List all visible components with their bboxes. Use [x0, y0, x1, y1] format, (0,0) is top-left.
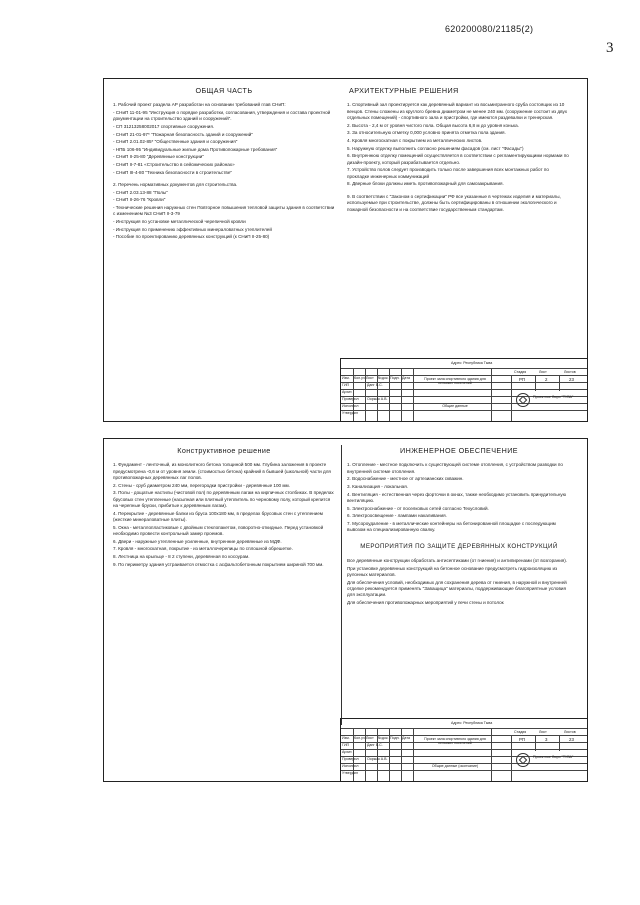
title-block-rule	[559, 375, 560, 391]
title-block-role: Проверил	[342, 397, 359, 401]
paragraph: 2. Перечень нормативных документов для строительства.	[113, 182, 238, 188]
title-block-stage-label: Лист	[539, 730, 547, 734]
wood-protection-title: МЕРОПРИЯТИЯ ПО ЗАЩИТЕ ДЕРЕВЯННЫХ КОНСТРУКЦИЙ	[360, 542, 558, 550]
title-block-stage-label: Стадия	[514, 730, 527, 734]
paragraph: - СП 31213258002017 спортивные сооружения.	[113, 124, 215, 129]
structural-section-title: Конструктивное решение	[177, 446, 271, 455]
title-block-col-label: Кол.уч	[354, 376, 365, 380]
title-block-sheet: 2	[545, 377, 548, 382]
title-block-stage-label: Лист	[539, 370, 547, 374]
title-block-role: Исполнил	[342, 764, 359, 768]
paragraph: 2. Водоснабжение - местное от артезианских скважин.	[347, 476, 464, 482]
paragraph: - СНиП 2.03.13-88 "Полы"	[113, 189, 168, 195]
title-block-role: Утвердил	[342, 411, 358, 415]
architecture-section-title: АРХИТЕКТУРНЫЕ РЕШЕНИЯ	[349, 86, 459, 95]
paragraph: 5. Наружную отделку выполнить согласно решениям фасадов (см. лист "Фасады")	[347, 145, 524, 151]
title-block-role: ГИП	[342, 383, 350, 387]
paragraph: 4. Вентиляция - естественная через форточки в окнах, также необходимо установить принудительную вентиляцию.	[347, 491, 567, 503]
title-block-col-label: Лист	[366, 376, 374, 380]
paragraph: 6. Двери - наружные утепленные усиленные, внутренние деревянные из МДФ.	[113, 538, 282, 544]
title-block-col-label: №док.	[378, 736, 389, 740]
engineering-section	[347, 445, 569, 608]
paragraph: 7. Кровля - многоскатная, покрытие - из металлочерепицы по сплошной обрешетке.	[113, 546, 293, 552]
paragraph: - Инструкция по применению эффективных минераловатных утеплителей	[113, 226, 272, 232]
paragraph: - СНиП 21-01-97* "Пожарная безопасность зданий и сооружений"	[113, 131, 253, 137]
column-divider	[341, 445, 342, 725]
paragraph: - СНиП II-7-81 «Строительство в сейсмических районах»	[113, 161, 235, 167]
title-block-sheet-name: Общие данные	[442, 404, 468, 408]
title-block-object: Проект зала спортивного здания для сельских поселений	[424, 737, 486, 746]
title-block-rule	[535, 735, 536, 751]
paragraph: Все деревянные конструкции обработать антисептиками (от гниения) и антипиренами (от возгорания).	[347, 558, 568, 563]
title-block-sheet: 3	[545, 737, 548, 742]
title-block-rule	[413, 368, 414, 421]
paragraph: - Инструкция по установке металлической черепичной кровли	[113, 218, 246, 224]
paragraph: - СНиП 11-01-95 "Инструкция о порядке разработки, согласования, утверждения и состава проектной документации на строительство зданий и сооружений".	[113, 110, 331, 122]
structural-section-body	[113, 462, 335, 568]
engineering-section-title: ИНЖЕНЕРНОЕ ОБЕСПЕЧЕНИЕ	[400, 446, 518, 455]
title-block-sheet-name: Общие данные (окончание)	[431, 764, 479, 768]
architecture-section-body	[347, 102, 569, 213]
title-block-sheets: 23	[569, 737, 574, 742]
title-block-name: Данг Б.С.	[367, 383, 383, 387]
paragraph: 4. Кровля многоскатная с покрытием из металлических листов.	[347, 138, 483, 143]
title-block-name: Данг Б.С.	[367, 743, 383, 747]
title-block-col-label: Изм.	[342, 376, 350, 380]
title-block-org: Проектное бюро "ТУВА"	[533, 395, 574, 399]
title-block	[340, 358, 587, 421]
paragraph: 5. Электроснабжение - от поселковых сетей согласно Техусловий.	[347, 505, 489, 511]
paragraph: 6. Внутреннюю отделку помещений осуществляется в соответствии с регламентирующими нормами по дизайн-проекту, который разрабатывается отдельно.	[347, 153, 569, 165]
paragraph: 1. Отопление - местное подключить к существующей системе отопления, с устройством разводки по внутренней системе отопления.	[347, 462, 563, 474]
title-block-company: Адрес: Республика Тыва	[451, 721, 493, 725]
paragraph: - Пособие по проектированию деревянных конструкций (к СНиП II-25-80)	[113, 234, 270, 240]
document-number: 620200080/21185(2)	[445, 24, 534, 34]
title-block-sheets: 23	[569, 377, 574, 382]
title-block-name: Ооржак А.В.	[367, 757, 388, 761]
paragraph: - НПБ 106-95 "Индивидуальные жилые дома Противопожарные требования"	[113, 146, 278, 152]
paragraph: 1. Фундамент - ленточный, из монолитного бетона толщиной 500 мм. Глубина заложения в проекте предусмотрена -0,6 м от уровня земли. (стоимостью бетона) крайний в бывшей (школьной) части для противопожарных деревянных лаг полов.	[113, 462, 331, 481]
paragraph: - СНиП II-26-76 "Кровли"	[113, 197, 166, 203]
paragraph: 6. Электроосвещение - лампами накаливания.	[347, 513, 447, 519]
structural-section	[113, 445, 335, 569]
general-section-body	[113, 102, 335, 240]
title-block-role: Архит.	[342, 390, 353, 394]
title-block-rule	[511, 375, 512, 421]
title-block-object: Проект зала спортивного здания для сельских поселений	[424, 377, 486, 386]
general-section	[113, 85, 335, 242]
title-block-role: Архит.	[342, 750, 353, 754]
paragraph: 2. Высота - 2,4 м от уровня чистого пола. Общая высота 6,8 м до уровня конька.	[347, 122, 519, 128]
company-logo-icon	[516, 753, 530, 767]
company-logo-icon	[516, 393, 530, 407]
paragraph: - Технические решения наружных стен Повторное повышения тепловой защиты здания в соответствии с изменением №3 СНиП II-3-79	[113, 204, 335, 217]
paragraph: 1. Рабочий проект раздела АР разработан на основании требований глав СНиП:	[113, 102, 286, 108]
paragraph: 8. Дверные блоки должны иметь противопожарный для самозакрывания.	[347, 181, 504, 187]
title-block-role: ГИП	[342, 743, 350, 747]
architecture-section	[347, 85, 569, 214]
title-block-col-label: Лист	[366, 736, 374, 740]
paragraph: 9. В соответствии с "Законом о сертификации" РФ все указанные в чертежах изделия и материалы, используемые при строительстве, должны быть сертифицированы в отношении экологического и пожарной безопасности и на соответствие государственным стандартам.	[347, 193, 561, 212]
title-block-col-label: №док.	[378, 376, 389, 380]
title-block-rule	[491, 368, 492, 421]
title-block-name: Ооржак А.В.	[367, 397, 388, 401]
title-block-rule	[535, 375, 536, 391]
title-block-stage-label: Стадия	[514, 370, 527, 374]
title-block-col-label: Дата	[402, 736, 410, 740]
title-block-role: Проверил	[342, 757, 359, 761]
title-block-col-label: Дата	[402, 376, 410, 380]
paragraph: 8. Лестница на крыльце - 8 2 ступени, деревянная по косоурам.	[113, 554, 250, 559]
paragraph: 4. Перекрытие - деревянные балки из бруса 100х180 мм, в пределах брусовых стен с утеплением (жесткие минераловатные плиты).	[113, 510, 323, 523]
paragraph: 5. Окна - металлопластиковые с двойным стеклопакетом, поворотно-откидные. Перед установкой необходимо провести контрольный замер проемов.	[113, 524, 324, 537]
title-block-col-label: Изм.	[342, 736, 350, 740]
title-block-rule	[491, 728, 492, 781]
paragraph: 9. По периметру здания устраивается отмостка с асфальтобетонным покрытием шириной 700 мм.	[113, 561, 324, 567]
title-block-stage: РП	[519, 737, 526, 742]
paragraph: 3. Полы - дощатые настилы (чистовой пол) по деревянным лагам на кирпичных столбиках. В пределах брусовых стен утепленные (насыпная или плитный утеплитель по черновому полу, который крепится на черепные бруски, прибитые к деревянным лагам).	[113, 490, 334, 509]
drawing-sheet-1	[103, 78, 588, 422]
wood-protection-body	[347, 558, 569, 606]
paragraph: 7. Устройство полов следует производить только после завершения всех монтажных работ по прокладке инженерных коммуникаций	[347, 167, 549, 179]
drawing-sheet-2	[103, 438, 588, 782]
paragraph: - СНиП II-25-80 "Деревянные конструкции"	[113, 154, 204, 160]
title-block-stage-label: Листов	[564, 370, 576, 374]
engineering-section-body	[347, 462, 569, 533]
title-block-col-label: Подп.	[390, 736, 400, 740]
paragraph: 2. Стены - сруб диаметром 240 мм, перегородки пристройки - деревянные 100 мм.	[113, 482, 290, 488]
title-block-role: Исполнил	[342, 404, 359, 408]
paragraph: 3. За относительную отметку 0,000 условно принята отметка пола здания.	[347, 130, 506, 136]
paragraph: При установке деревянных конструкций на бетонное основание предусмотреть гидроизоляцию из рулонных материалов.	[347, 565, 558, 577]
paragraph: 7. Мусороудаление - в металлические контейнеры на бетонированной площадке с последующим вывозом на специализированную свалку.	[347, 520, 556, 533]
title-block-col-label: Кол.уч	[354, 736, 365, 740]
title-block-stage: РП	[519, 377, 526, 382]
title-block-org: Проектное бюро "ТУВА"	[533, 755, 574, 759]
general-section-title: ОБЩАЯ ЧАСТЬ	[195, 86, 253, 95]
title-block-rule	[413, 728, 414, 781]
title-block-role: Утвердил	[342, 771, 358, 775]
title-block-stage-label: Листов	[564, 730, 576, 734]
paragraph: 1. Спортивный зал проектируется как деревянный вариант из восьмигранного сруба состоящих из 10 венцов. Стены сложены из круглого бревна диаметром не менее 240 мм. (сооружение состоит из двух отдельных помещений) - спортивного зала и пристройки, где имеются раздевалки и тренерская.	[347, 102, 568, 121]
paragraph: - СНиП III-4-80 "Техника безопасности в строительстве"	[113, 169, 233, 175]
title-block	[340, 718, 587, 781]
title-block-rule	[511, 735, 512, 781]
title-block-company: Адрес: Республика Тыва	[451, 361, 493, 365]
paragraph: 3. Канализация - локальная.	[347, 484, 408, 489]
paragraph: - СНиП 2.01.02-85* "Общественные здания и сооружения"	[113, 139, 238, 145]
title-block-rule	[559, 735, 560, 751]
paragraph: Для обеспечения условий, необходимых для сохранения дерева от гниения, в наружной и внутренней отделке рекомендуется применять "Заващица" материалы, поддерживающие благоприятные условия для эксплуатации.	[347, 579, 567, 598]
paragraph: Для обеспечения противопожарных мероприятий у печи стены и потолок	[347, 600, 504, 605]
title-block-col-label: Подп.	[390, 376, 400, 380]
page-number: 3	[606, 40, 614, 56]
